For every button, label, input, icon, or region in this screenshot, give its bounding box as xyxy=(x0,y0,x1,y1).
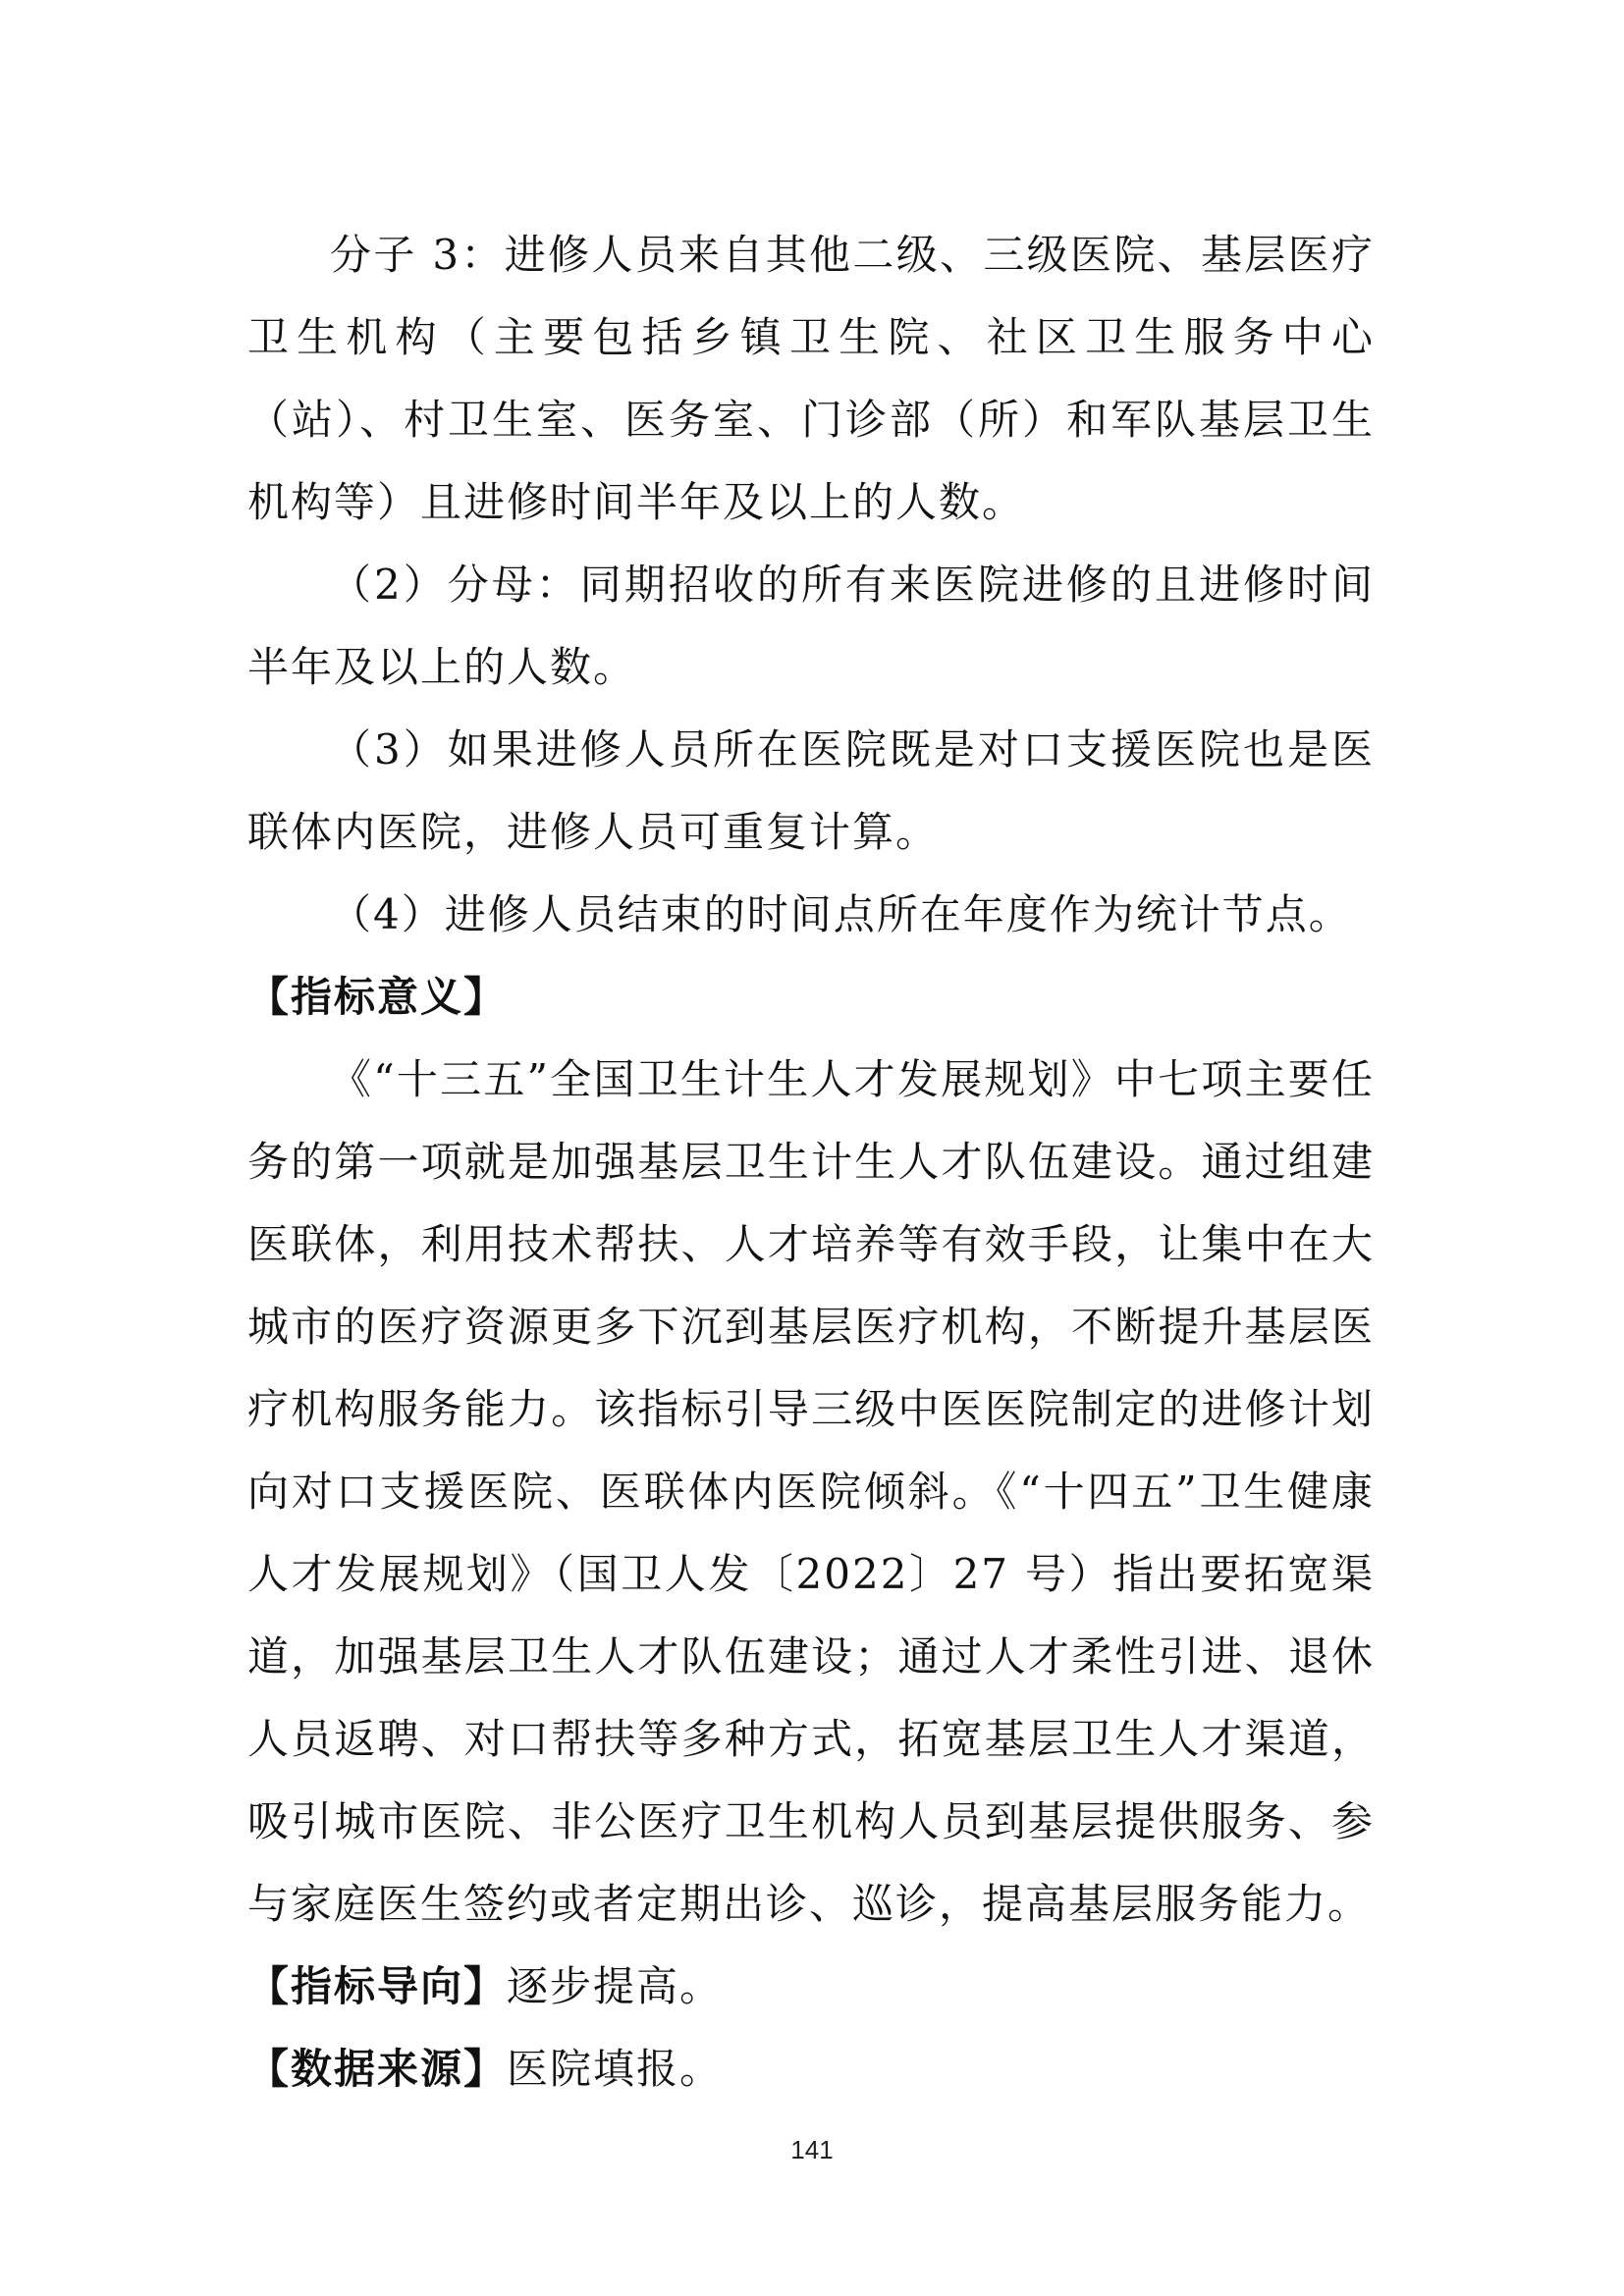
paragraph-denominator: （2）分母：同期招收的所有来医院进修的且进修时间半年及以上的人数。 xyxy=(247,561,1375,691)
document-body xyxy=(247,214,1375,2110)
direction-text: 逐步提高。 xyxy=(507,1962,724,2010)
direction-heading: 【指标导向】 xyxy=(247,1962,508,2010)
paragraph-numerator-3: 分子 3：进修人员来自其他二级、三级医院、基层医疗卫生机构（主要包括乡镇卫生院、社区卫生服务中心（站）、村卫生室、医务室、门诊部（所）和军队基层卫生机构等）且进修时间半年及以上的人数。 xyxy=(247,231,1375,526)
significance-text: 《“十三五”全国卫生计生人才发展规划》中七项主要任务的第一项就是加强基层卫生计生人才队伍建设。通过组建医联体，利用技术帮扶、人才培养等有效手段，让集中在大城市的医疗资源更多下沉到基层医疗机构，不断提升基层医疗机构服务能力。该指标引导三级中医医院制定的进修计划向对口支援医院、医联体内医院倾斜。《“十四五”卫生健康人才发展规划》（国卫人发〔2022〕27 号）指出要拓宽渠道，加强基层卫生人才队伍建设；通过人才柔性引进、退休人员返聘、对口帮扶等多种方式，拓宽基层卫生人才渠道，吸引城市医院、非公医疗卫生机构人员到基层提供服务、参与家庭医生签约或者定期出诊、巡诊，提高基层服务能力。 xyxy=(247,1055,1375,1928)
paragraph-duplicate-count: （3）如果进修人员所在医院既是对口支援医院也是医联体内医院，进修人员可重复计算。 xyxy=(247,725,1375,856)
significance-heading-line xyxy=(247,956,1375,1039)
source-line xyxy=(247,2028,1375,2110)
source-heading: 【数据来源】 xyxy=(247,2045,508,2093)
source-text: 医院填报。 xyxy=(507,2045,724,2093)
page-number: 141 xyxy=(790,2135,834,2164)
paragraph-statistic-node: （4）进修人员结束的时间点所在年度作为统计节点。 xyxy=(330,890,1352,938)
direction-line xyxy=(247,1946,1375,2028)
significance-heading: 【指标意义】 xyxy=(247,973,508,1021)
